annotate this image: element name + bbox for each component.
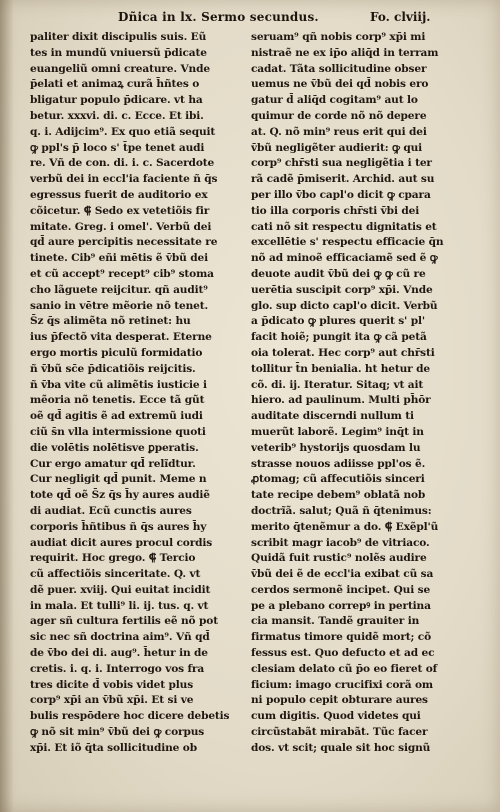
text-line: de v̄bo dei di. aug⁹. h̄etur in de — [30, 647, 208, 660]
text-line: strasse nouos adiisse ppl'os ẽ. — [251, 457, 426, 470]
text-line: ergo mortis piculũ formidatio — [30, 346, 203, 359]
text-line: firmatus timore quidẽ mort; cõ — [251, 631, 432, 644]
text-line: cõicetur. ⸿ Sedo ex vetetiõis fir — [30, 204, 210, 217]
text-line: bligatur populo p̄dicare. vt ha — [30, 94, 203, 107]
text-line: bulis respōdere hoc dicere debetis — [30, 710, 230, 723]
text-column-right — [251, 30, 466, 757]
text-line: veterib⁹ hystorijs quosdam lu — [251, 441, 421, 454]
text-line: ꝙ nõ sit min⁹ v̄bũ dei ꝙ corpus — [30, 726, 205, 739]
text-line: dẽ puer. xviij. Qui euitat incidit — [30, 583, 211, 596]
text-line: verbũ dei in eccl'ia faciente ñ q̄s — [30, 173, 218, 186]
text-line: ius p̄fectõ vita desperat. Eterne — [30, 331, 212, 344]
text-line: pe a plebano correpꝰ in pertina — [251, 599, 431, 612]
text-line: cho lãguete reijcitur. qñ audit⁹ — [30, 283, 208, 296]
text-line: Cur negligit qd̄ punit. Meme n — [30, 473, 207, 486]
text-line: uerētia suscipit corp⁹ xp̄i. Vnde — [251, 283, 433, 296]
text-line: v̄bũ negligẽter audierit: ꝙ qui — [251, 141, 423, 154]
text-line: ager sñ cultura fertilis eẽ nõ pot — [30, 615, 218, 628]
text-line: sanio in vētre mẽorie nõ tenet. — [30, 299, 209, 312]
text-line: die volētis nolētisve ꝑperatis. — [30, 441, 199, 454]
text-line: cum digitis. Quod videtes qui — [251, 710, 421, 723]
text-line: egressus fuerit de auditorio ex — [30, 188, 208, 201]
text-line: cati nõ sit respectu dignitatis et — [251, 220, 437, 233]
text-line: ñ v̄bũ sc̄e p̄dicatiõis reijcitis. — [30, 362, 196, 375]
text-line: clesiam delato cũ p̄o eo fieret of — [251, 662, 438, 675]
text-line: glo. sup dicto capl'o dicit. Verbũ — [251, 299, 438, 312]
text-line: oia tolerat. Hec corp⁹ aut chr̄sti — [251, 346, 435, 359]
text-line: sic nec sñ doctrina aim⁹. Vñ qd̄ — [30, 631, 210, 644]
text-line: quimur de corde nõ nõ depere — [251, 109, 427, 122]
text-line: paliter dixit discipulis suis. Eũ — [30, 31, 207, 43]
text-line: tres dicite d̄ vobis videt plus — [30, 678, 194, 691]
text-line: tio illa corporis chr̄sti v̄bi dei — [251, 204, 420, 217]
text-line: muerũt laborẽ. Legim⁹ inq̄t in — [251, 425, 424, 438]
text-line: deuote audit v̄bũ dei ꝙ ꝙ cũ re — [251, 267, 426, 280]
text-line: cerdos sermonẽ incipet. Qui se — [251, 583, 431, 596]
running-head: Dñica in lx. Sermo secundus. — [118, 10, 319, 24]
text-line: tinete. Cib⁹ eñi mētis ẽ v̄bũ dei — [30, 252, 208, 265]
text-line: cõ. di. ij. Iteratur. Sitaq; vt ait — [251, 378, 424, 391]
text-line: qd̄ aure percipitis necessitate re — [30, 236, 218, 249]
text-line: tollitur t̄n benialia. ht hetur de — [251, 362, 430, 375]
text-line: ciũ s̄n vlla intermissione quoti — [30, 425, 206, 438]
text-line: xp̄i. Et iõ q̄ta sollicitudine ob — [30, 741, 197, 754]
text-line: cia mansit. Tandẽ grauiter in — [251, 615, 420, 628]
text-line: Quidã fuit rustic⁹ nolẽs audire — [251, 552, 427, 565]
text-line: ni populo cepit obturare aures — [251, 694, 428, 707]
text-line: ꝓtomag; cũ affecutiõis sinceri — [251, 473, 425, 486]
text-line: di audiat. Ecũ cunctis aures — [30, 504, 192, 517]
text-line: at. Q. nõ min⁹ reus erit qui dei — [251, 125, 427, 138]
text-line: per illo v̄bo capl'o dicit ꝙ cpara — [251, 188, 431, 201]
text-line: gatur d̄ aliq̄d cogitam⁹ aut lo — [251, 94, 418, 107]
text-line: rã cadẽ p̄miserit. Archid. aut su — [251, 173, 435, 186]
text-line: mitate. Greg. i omel'. Verbũ dei — [30, 220, 212, 233]
page-gutter-shadow — [0, 0, 14, 812]
text-line: tate recipe debem⁹ oblatã nob — [251, 489, 426, 502]
text-line: ficium: imago crucifixi corã om — [251, 678, 433, 691]
text-line: oẽ qd̄ agitis ẽ ad extremũ iudi — [30, 410, 203, 423]
text-line: facit hoiẽ; pungit ita ꝙ cã petã — [251, 331, 427, 344]
text-line: corp⁹ chr̄sti sua negligẽtia i ter — [251, 157, 432, 170]
text-line: ꝙ ppl's p̄ loco s' t̄pe tenet audi — [30, 141, 205, 154]
page-header — [0, 8, 500, 28]
text-line: doctrĩã. salut; Quã ñ q̄tenimus: — [251, 504, 432, 517]
text-line: in mala. Et tulli⁹ li. ij. tus. q. vt — [30, 599, 209, 612]
text-line: circũstabãt mirabãt. Tũc facer — [251, 726, 428, 739]
text-line: S̄z q̄s alimẽta nõ retinet: hu — [30, 315, 191, 328]
text-line: mẽoria nõ tenetis. Ecce tã gũt — [30, 394, 205, 407]
text-line: v̄bũ dei ẽ de eccl'ia exibat cũ sa — [251, 568, 434, 581]
text-line: nõ ad minoẽ efficaciamẽ sed ẽ ꝙ — [251, 252, 438, 265]
text-line: dos. vt scit; quale sit hoc signũ — [251, 741, 431, 754]
text-line: Cur ergo amatur qd̄ relĩdtur. — [30, 457, 196, 470]
text-line: merito q̄tenẽmur a do. ⸿ Exẽpl'ũ — [251, 520, 439, 533]
text-line: nistraẽ ne ex ip̄o aliq̄d in terram — [251, 46, 439, 59]
text-line: corporis h̄ñtibus ñ q̄s aures h̄y — [30, 520, 207, 533]
text-line: fessus est. Quo defucto et ad ec — [251, 647, 435, 660]
text-line: et cũ accept⁹ recept⁹ cib⁹ stoma — [30, 267, 214, 280]
text-line: uemus ne v̄bũ dei qd̄ nobis ero — [251, 78, 429, 91]
text-line: audiat dicit aures procul cordis — [30, 536, 213, 549]
text-line: requirit. Hoc grego. ⸿ Tercio — [30, 552, 196, 565]
text-line: cadat. Tãta sollicitudine obser — [251, 62, 427, 75]
text-line: tote qd̄ oẽ S̄z q̄s h̄y aures audiẽ — [30, 489, 210, 502]
text-line: p̄elati et animaꝝ curã h̄ñtes o — [30, 78, 200, 91]
text-line: a p̄dicato ꝙ plures querit s' pl' — [251, 315, 425, 328]
text-line: hiero. ad paulinum. Multi ph̄ōr — [251, 394, 431, 407]
text-line: excellētie s' respectu efficacie q̄n — [251, 236, 444, 249]
text-line: betur. xxxvi. di. c. Ecce. Et ibi. — [30, 109, 204, 122]
text-line: cũ affectiõis sinceritate. Q. vt — [30, 568, 201, 581]
text-line: tes in mundũ vniuersũ p̄dicate — [30, 46, 207, 59]
text-line: re. Vñ de con. di. i. c. Sacerdote — [30, 157, 215, 170]
text-column-left — [30, 30, 245, 757]
text-line: corp⁹ xp̄i an v̄bũ xp̄i. Et si ve — [30, 694, 194, 707]
folio-number: Fo. clviij. — [370, 10, 431, 24]
text-line: cretis. i. q. i. Interrogo vos fra — [30, 662, 205, 675]
text-line: ñ v̄ba vite cũ alimẽtis iusticie i — [30, 378, 207, 391]
text-line: seruam⁹ qñ nobis corp⁹ xp̄i mi — [251, 31, 426, 43]
text-line: q. i. Adijcim⁹. Ex quo etiã sequit — [30, 125, 216, 138]
text-line: auditate discerndi nullum ti — [251, 410, 414, 423]
text-line: euangeliũ omni creature. Vnde — [30, 62, 210, 75]
text-line: scribit magr iacob⁹ de vitriaco. — [251, 536, 430, 549]
